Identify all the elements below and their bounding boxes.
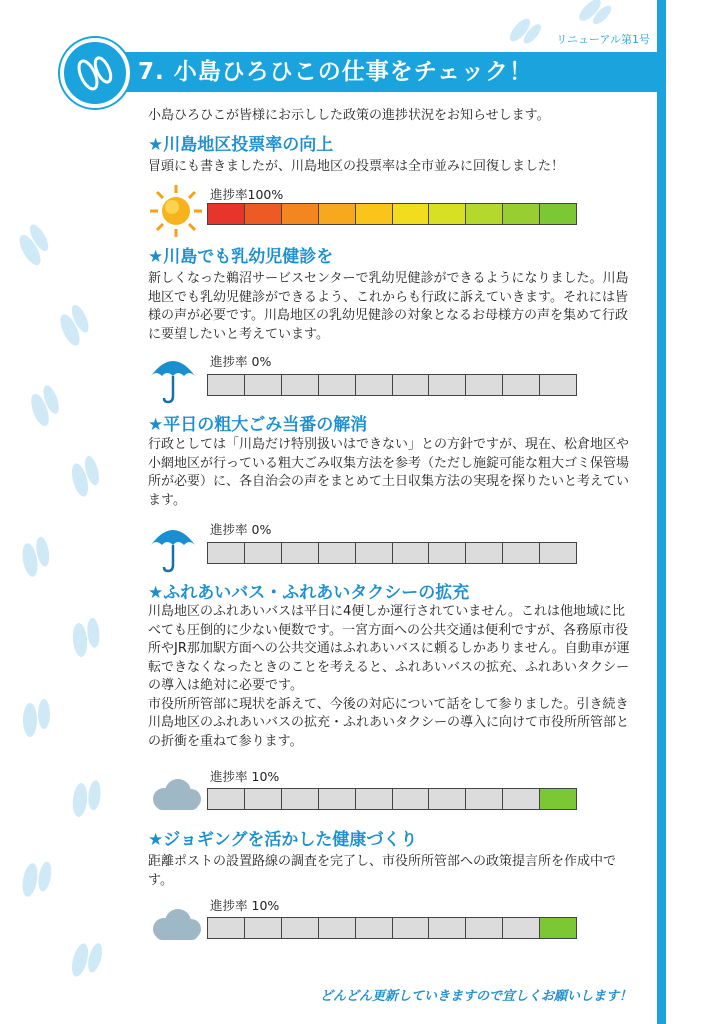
progress-label-prefix: 進捗率: [210, 354, 248, 369]
progress-bar: [207, 542, 577, 564]
progress-cell: [466, 543, 503, 563]
progress-cell: [466, 918, 503, 938]
progress-cell: [319, 543, 356, 563]
progress-cell: [503, 375, 540, 395]
progress-value: 10%: [251, 769, 280, 784]
progress-cell: [356, 375, 393, 395]
progress-value: 0%: [251, 354, 272, 369]
progress-cell: [245, 375, 282, 395]
section-paragraph: 行政としては「川島だけ特別扱いはできない」との方針ですが、現在、松倉地区や小網地区が行っている粗大ごみ収集方法を参考（ただし施錠可能な粗大ゴミ保管場所が必要）に、各自治会の声をまとめて土日収集方法の実現を探りたいと考えています。: [148, 437, 630, 508]
progress-cell: [245, 204, 282, 224]
progress-cell: [356, 789, 393, 809]
progress-cell: [282, 789, 319, 809]
progress-cell: [208, 918, 245, 938]
section-title: ★ふれあいバス・ふれあいタクシーの拡充: [148, 583, 470, 603]
progress-cell: [282, 375, 319, 395]
footprint-icon: [23, 699, 50, 737]
progress-label: [210, 185, 283, 203]
progress-cell: [282, 543, 319, 563]
footprint-icon: [26, 383, 64, 428]
progress-cell: [429, 543, 466, 563]
progress-cell: [540, 918, 576, 938]
footprint-icon: [69, 938, 105, 982]
section-paragraph: 新しくなった鵜沼サービスセンターで乳幼児健診ができるようになりました。川島地区でも乳幼児健診ができるよう、これからも行政に訴えていきます。それには皆様の声が必要です。川島地区の乳幼児健診の対象となるお母様方の声を集めて行政に要望したいと考えています。: [148, 271, 629, 342]
footprint-icon: [64, 42, 126, 104]
progress-cell: [540, 543, 576, 563]
footprint-icon: [19, 536, 52, 578]
progress-cell: [319, 789, 356, 809]
progress-cell: [245, 543, 282, 563]
right-border-band: [657, 0, 666, 1024]
cloud-icon: [148, 775, 204, 815]
sun-icon: [148, 183, 204, 239]
progress-cell: [208, 204, 245, 224]
page-title: 7. 小島ひろひこの仕事をチェック！: [138, 59, 534, 85]
footprint-icon: [20, 858, 53, 900]
progress-cell: [540, 789, 576, 809]
progress-value: 100%: [247, 187, 284, 202]
footer-message: どんどん更新していきますので宜しくお願いします！: [319, 989, 632, 1004]
footprint-icon: [71, 617, 101, 657]
progress-cell: [356, 918, 393, 938]
issue-label: リニューアル第1号: [556, 33, 650, 46]
progress-value: 10%: [251, 898, 280, 913]
progress-cell: [429, 204, 466, 224]
footprint-icon: [13, 222, 55, 268]
progress-label-prefix: 進捗率: [210, 898, 248, 913]
section-title: ★平日の粗大ごみ当番の解消: [148, 415, 368, 435]
progress-label: [210, 767, 279, 785]
header-badge: [60, 38, 130, 108]
progress-cell: [393, 918, 430, 938]
progress-cell: [503, 918, 540, 938]
section-body: [148, 158, 638, 177]
section-paragraph: 市役所所管部に現状を訴えて、今後の対応について話をして参りました。引き続き川島地区のふれあいバスの拡充・ふれあいタクシーの導入に向けて市役所所管部との折衝を重ねて参ります。: [148, 696, 630, 749]
progress-label: [210, 520, 271, 538]
section-paragraph: 川島地区のふれあいバスは平日に4便しか運行されていません。これは他地域に比べても圧倒的に少ない便数です。一宮方面への公共交通は便利ですが、各務原市役所やJR那加駅方面への公共交通はふれあいバスに頼るしかありません。自動車が運転できなくなったときのことを考えると、ふれあいバスの拡充、ふれあいタクシーの導入は絶対に必要です。: [148, 604, 630, 693]
progress-cell: [466, 789, 503, 809]
section-paragraph: 冒頭にも書きましたが、川島地区の投票率は全市並みに回復しました！: [148, 159, 565, 174]
section-paragraph: 距離ポストの設置路線の調査を完了し、市役所所管部への政策提言所を作成中です。: [148, 854, 617, 888]
progress-cell: [466, 375, 503, 395]
section-body: [148, 270, 638, 344]
progress-label: [210, 896, 279, 914]
progress-cell: [393, 204, 430, 224]
section-title: ★川島でも乳幼児健診を: [148, 247, 334, 267]
progress-cell: [429, 789, 466, 809]
progress-cell: [208, 375, 245, 395]
cloud-icon: [148, 905, 204, 945]
progress-cell: [245, 789, 282, 809]
progress-cell: [540, 204, 576, 224]
footprint-icon: [576, 0, 614, 32]
umbrella-icon: [148, 350, 198, 406]
progress-cell: [393, 789, 430, 809]
progress-cell: [208, 789, 245, 809]
progress-cell: [429, 375, 466, 395]
progress-cell: [503, 789, 540, 809]
progress-cell: [319, 918, 356, 938]
progress-value: 0%: [251, 522, 272, 537]
progress-label-prefix: 進捗率: [210, 769, 248, 784]
progress-cell: [393, 375, 430, 395]
progress-cell: [282, 918, 319, 938]
progress-bar: [207, 788, 577, 810]
progress-cell: [208, 543, 245, 563]
footprint-icon: [506, 13, 544, 52]
progress-label-prefix: 進捗率: [210, 522, 248, 537]
progress-cell: [245, 918, 282, 938]
progress-label: [210, 352, 271, 370]
footprint-icon: [72, 778, 102, 818]
progress-cell: [503, 204, 540, 224]
footprint-icon: [68, 455, 104, 499]
progress-cell: [540, 375, 576, 395]
section-title: ★ジョギングを活かした健康づくり: [148, 830, 418, 850]
progress-cell: [356, 204, 393, 224]
progress-cell: [356, 543, 393, 563]
section-body: [148, 853, 638, 890]
progress-cell: [429, 918, 466, 938]
progress-bar: [207, 203, 577, 225]
section-title: ★川島地区投票率の向上: [148, 135, 334, 155]
footprint-icon: [55, 303, 96, 349]
progress-label-prefix: 進捗率: [210, 187, 248, 202]
progress-cell: [319, 375, 356, 395]
section-body: [148, 436, 638, 510]
progress-cell: [503, 543, 540, 563]
umbrella-icon: [148, 519, 198, 575]
progress-cell: [393, 543, 430, 563]
progress-bar: [207, 374, 577, 396]
page-margin: [666, 0, 722, 1024]
progress-cell: [319, 204, 356, 224]
progress-cell: [466, 204, 503, 224]
section-body: [148, 603, 638, 751]
progress-bar: [207, 917, 577, 939]
progress-cell: [282, 204, 319, 224]
intro-text: 小島ひろひこが皆様にお示しした政策の進捗状況をお知らせします。: [148, 108, 550, 123]
